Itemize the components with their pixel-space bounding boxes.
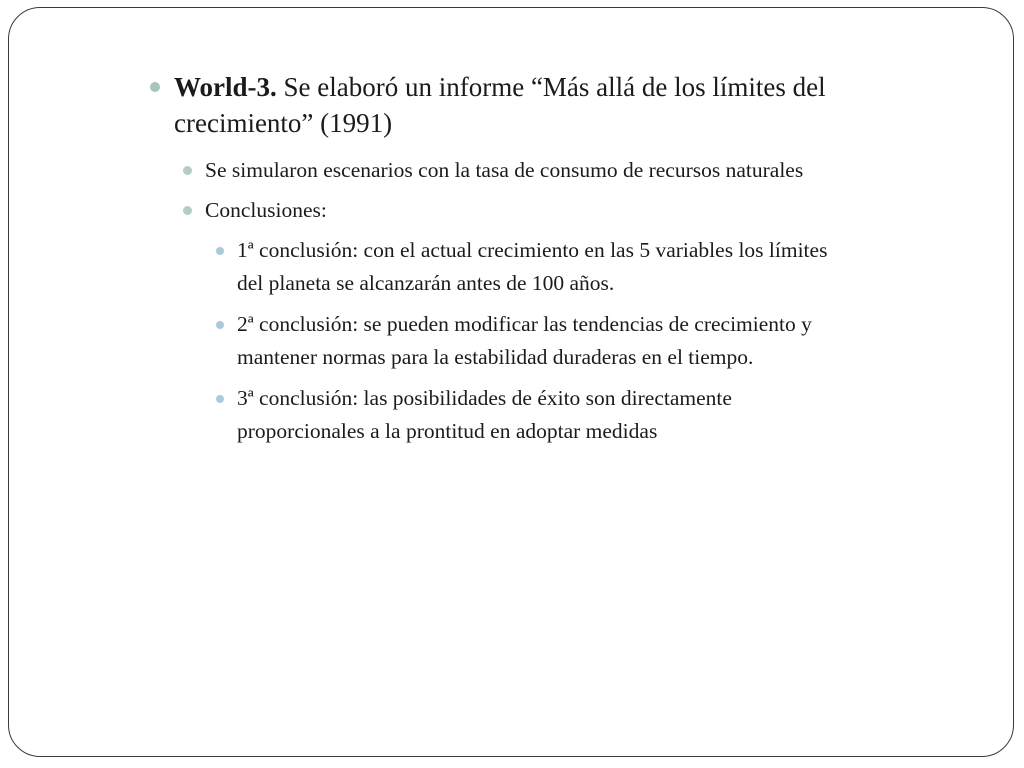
conclusion-line1: 1ª conclusión: con el actual crecimiento en las 5 variables los límites — [237, 238, 828, 262]
conclusion-item — [237, 234, 827, 300]
bullet-dot — [216, 247, 224, 255]
conclusion-line1: 3ª conclusión: las posibilidades de éxito son directamente — [237, 386, 732, 410]
conclusion-item — [237, 308, 812, 374]
conclusion-line1: 2ª conclusión: se pueden modificar las tendencias de crecimiento y — [237, 312, 812, 336]
main-bullet-line2: crecimiento” (1991) — [174, 108, 393, 138]
conclusion-line2: proporcionales a la prontitud en adoptar medidas — [237, 419, 658, 443]
main-bullet-text — [174, 69, 826, 141]
main-bullet-line1: Se elaboró un informe “Más allá de los límites del — [276, 72, 826, 102]
bullet-dot — [183, 206, 192, 215]
bullet-dot — [183, 166, 192, 175]
bullet-dot — [216, 395, 224, 403]
main-bullet-bold-title: World-3. — [174, 72, 277, 102]
bullet-dot — [150, 82, 160, 92]
sub-bullet-text: Se simularon escenarios con la tasa de consumo de recursos naturales — [205, 158, 804, 182]
conclusion-item — [237, 382, 732, 448]
sub-bullet-text: Conclusiones: — [205, 198, 327, 222]
conclusion-line2: del planeta se alcanzarán antes de 100 años. — [237, 271, 615, 295]
bullet-dot — [216, 321, 224, 329]
conclusion-line2: mantener normas para la estabilidad duraderas en el tiempo. — [237, 345, 754, 369]
